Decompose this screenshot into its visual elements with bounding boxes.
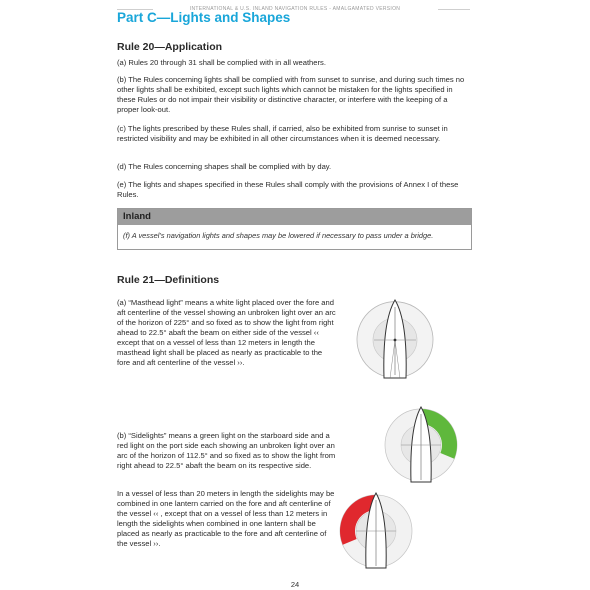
rule-20-paragraph-e: (e) The lights and shapes specified in these Rules shall comply with the provisions of Annex I of these Rules.	[117, 180, 459, 199]
rule-20-paragraph-b: (b) The Rules concerning lights shall be complied with from sunset to sunrise, and during such times no other lights shall be exhibited, except such lights which cannot be mistaken for the lights specified in these Rules or do not impair their visibility or distinctive character, or interfere with the keeping of a proper look-out.	[117, 75, 465, 114]
rule-20-paragraph-d: (d) The Rules concerning shapes shall be complied with by day.	[117, 162, 332, 171]
rule-21-paragraph-a: (a) “Masthead light” means a white light placed over the fore and aft centerline of the vessel showing an unbroken light over an arc of the horizon of 225° and so fixed as to show the light from right ahead to 22.5° abaft the beam on either side of the vessel ‹‹ except that on a vessel of less than 12 meters in length the masthead light shall be placed as nearly as practicable to the fore and aft centerline of the vessel ››.	[117, 298, 336, 367]
rule-20-paragraph-a: (a) Rules 20 through 31 shall be complied with in all weathers.	[117, 58, 326, 67]
inland-text: (f) A vessel’s navigation lights and shapes may be lowered if necessary to pass under a bridge.	[123, 231, 434, 240]
inland-heading: Inland	[118, 209, 471, 225]
rule-21-title: Rule 21—Definitions	[117, 274, 220, 286]
masthead-light-diagram	[350, 295, 440, 385]
port-sidelight-diagram	[335, 490, 417, 572]
header-rule-right	[438, 9, 470, 10]
rule-20-title: Rule 20—Application	[117, 41, 223, 53]
part-title: Part C—Lights and Shapes	[117, 10, 291, 25]
rule-21-paragraph-b: (b) “Sidelights” means a green light on the starboard side and a red light on the port side each showing an unbroken light over an arc of the horizon of 112.5° and so fixed as to show the light from right ahead to 22.5° abaft the beam on its respective side.	[117, 431, 336, 470]
rule-20-paragraph-c: (c) The lights prescribed by these Rules shall, if carried, also be exhibited from sunrise to sunset in restricted visibility and may be exhibited in all other circumstances when it is deemed necessary.	[117, 124, 448, 143]
starboard-sidelight-diagram	[380, 404, 462, 486]
inland-box	[117, 208, 472, 250]
page-number: 24	[290, 580, 300, 589]
rule-21-paragraph-b-continued: In a vessel of less than 20 meters in length the sidelights may be combined in one lantern carried on the fore and aft centerline of the vessel ‹‹ , except that on a vessel of less than 12 meters in length the sidelights when combined in one lantern shall be placed as nearly as practicable to the fore and aft centerline of the vessel ››.	[117, 489, 335, 548]
running-header: INTERNATIONAL & U.S. INLAND NAVIGATION RULES - AMALGAMATED VERSION	[189, 6, 401, 12]
